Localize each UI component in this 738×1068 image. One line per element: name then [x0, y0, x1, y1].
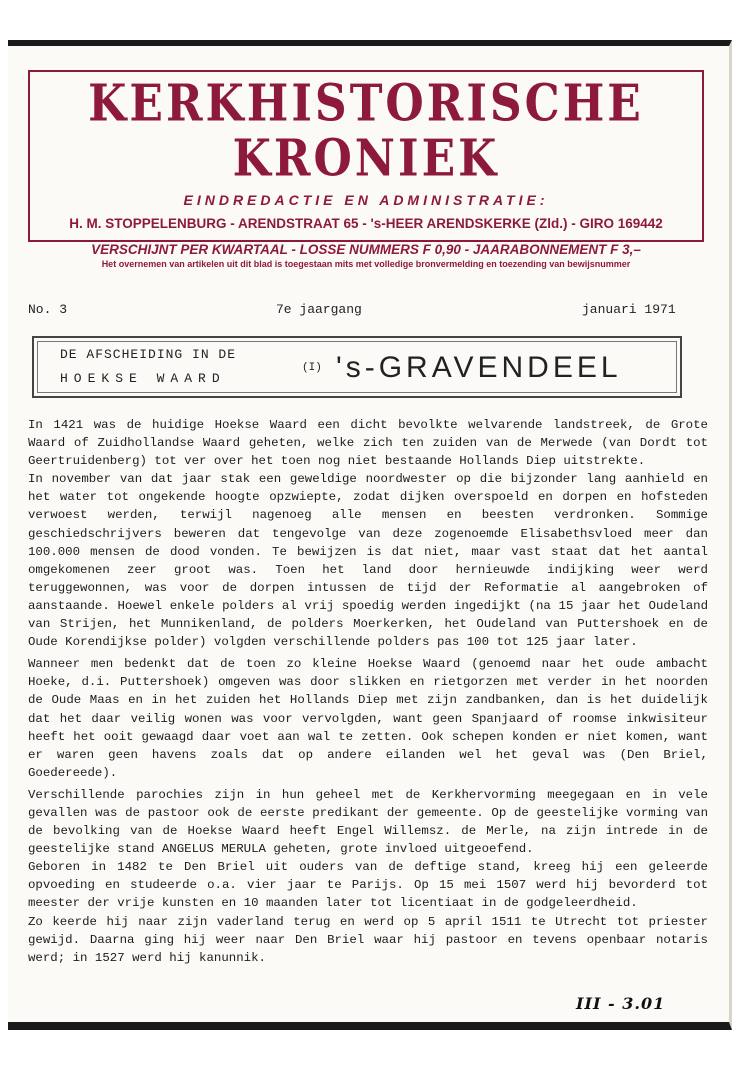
subscription-info: VERSCHIJNT PER KWARTAAL - LOSSE NUMMERS F 0,90 - JAARABONNEMENT F 3,– [91, 242, 641, 257]
reprint-notice: Het overnemen van artikelen uit dit blad is toegestaan mits met volledige bronvermelding en toezending van bewijsnummer [101, 259, 631, 269]
article-body [28, 416, 708, 971]
page-sheet [8, 40, 732, 1030]
paragraph: In 1421 was de huidige Hoekse Waard een dicht bevolkte welvarende landstreek, de Grote Waard of Zuidhollandse Waard geheten, welke zich ten zuiden van de Merwede (van Dordt tot Geertruidenberg) tot ver over het toen nog niet bestaande Hollands Diep uitstrekte. [28, 418, 708, 469]
paragraph: Verschillende parochies zijn in hun geheel met de Kerkhervorming meegegaan en in vele gevallen was de pastoor ook de eerste predikant der gemeente. Op de geestelijke vorming van de bevolking van de Hoekse Waard heeft Engel Willemsz. de Merle, na zijn intrede in de geestelijke stand ANGELUS MERULA geheten, grote invloed uitgeoefend. [28, 787, 708, 857]
paragraph: Wanneer men bedenkt dat de toen zo kleine Hoekse Waard (genoemd naar het oude ambacht Hoeke, d.i. Puttershoek) omgeven was door slikken en rietgorzen met verder in het noorden de Oude Maas en in het zuiden het Hollands Diep met zijn zandbanken, dan is het duidelijk dat het daar veilig wonen was voor vervolgden, want geen Spanjaard of roomse inkwisiteur heeft het ooit gewaagd daar voet aan wal te zetten. Ook schepen konden er niet komen, want er waren geen havens zoals dat op andere eilanden wel het geval was (Den Briel, Goedereede). [28, 657, 708, 780]
heading-line-1: DE AFSCHEIDING IN DE [60, 347, 237, 362]
paragraph: In november van dat jaar stak een geweldige noordwester op die bijzonder lang aanhield en het water tot ongekende hoogte opzwiepte, zodat dijken overspoeld en dorpen en hofsteden verwoest werden, terwijl nagenoeg alle mensen en beesten verdronken. Sommige geschiedschrijvers beweren dat tengevolge van deze zogenoemde Elisabethsvloed meer dan 100.000 mensen de dood vonden. Te bewijzen is dat niet, maar vast staat dat het aantal omgekomenen zeer groot was. Toen het land door hernieuwde indijking weer werd teruggewonnen, was voor de dorpen intussen de tijd der Reformatie al aangebroken of aanstaande. Hoewel enkele polders al vrij spoedig werden ingedijkt (na 15 jaar het Oudeland van Strijen, het Munnikenland, de polders Moerkerken, het Oudeland van Puttershoek en de Oude Korendijkse polder) volgden verschillende polders pas 100 tot 125 jaar later. [28, 472, 708, 650]
issue-volume: 7e jaargang [276, 302, 362, 317]
heading-part-number: (I) [302, 362, 322, 374]
masthead [28, 70, 704, 257]
paragraph: Zo keerde hij naar zijn vaderland terug en werd op 5 april 1511 te Utrecht tot priester gewijd. Daarna ging hij weer naar Den Briel waar hij pastoor en tevens openbaar notaris werd; in 1527 werd hij kanunnik. [28, 914, 708, 965]
article-heading-box [32, 336, 682, 398]
issue-info [28, 302, 678, 320]
journal-title: KERKHISTORISCHE KRONIEK [88, 74, 644, 189]
editor-address: H. M. STOPPELENBURG - ARENDSTRAAT 65 - 's-HEER ARENDSKERKE (Zld.) - GIRO 169442 [69, 216, 663, 231]
editorial-heading: EINDREDACTIE EN ADMINISTRATIE: [183, 192, 549, 208]
issue-date: januari 1971 [582, 302, 676, 317]
heading-place: 's-GRAVENDEEL [336, 351, 622, 384]
paragraph: Geboren in 1482 te Den Briel uit ouders van de deftige stand, kreeg hij een geleerde opvoeding en studeerde o.a. vier jaar te Parijs. Op 15 mei 1507 werd hij bevorderd tot meester der vrije kunsten en 10 maanden later tot licentiaat in de godgeleerdheid. [28, 860, 708, 911]
handwritten-archive-mark: III - 3.01 [576, 994, 666, 1013]
heading-line-2: HOEKSE WAARD [60, 371, 226, 386]
issue-number: No. 3 [28, 302, 68, 317]
